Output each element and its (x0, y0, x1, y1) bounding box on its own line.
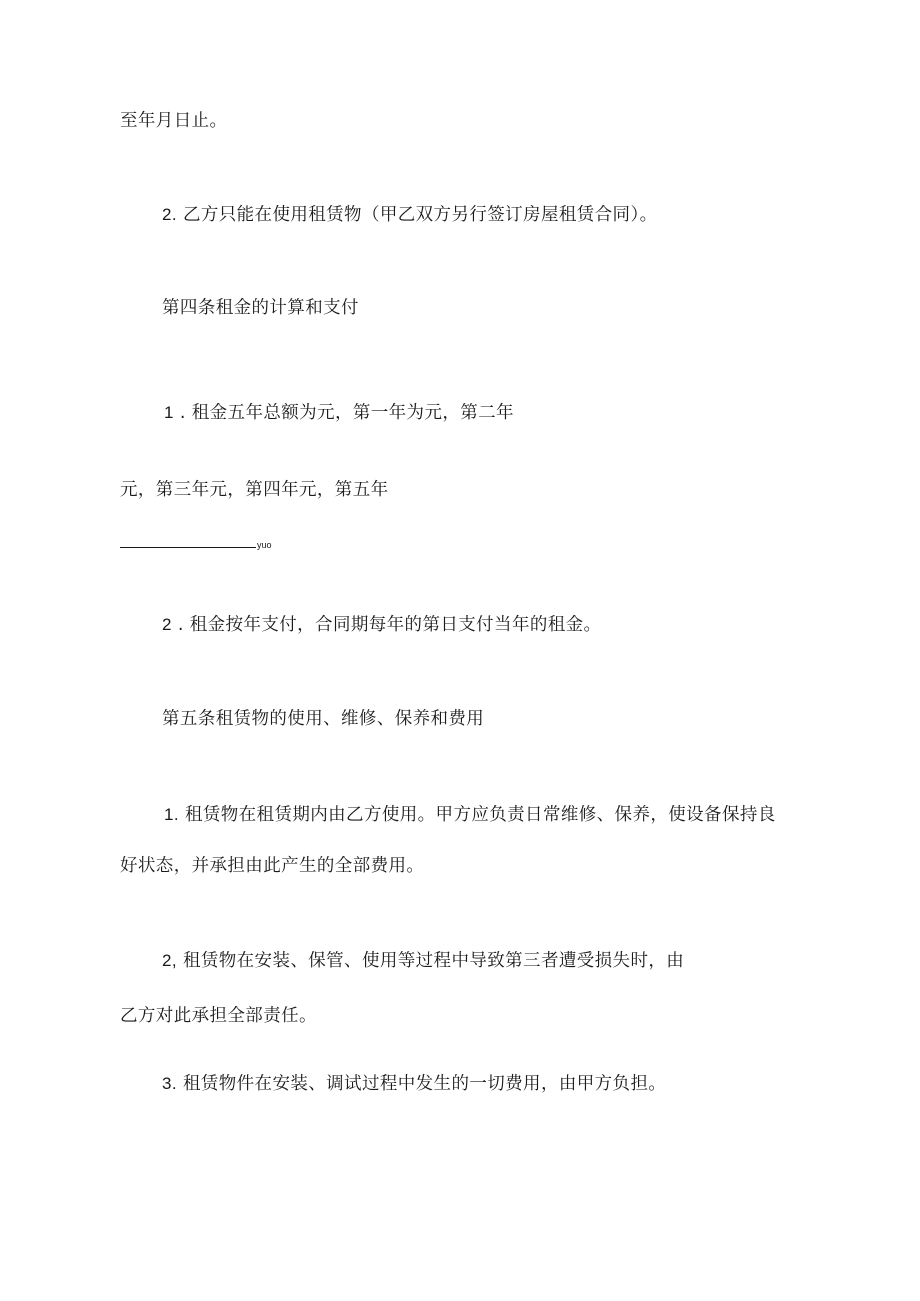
fill-in-blank (120, 537, 272, 551)
section-heading (162, 297, 359, 319)
clause-item (162, 204, 658, 226)
item-number: 1 (164, 403, 174, 422)
text-line (120, 479, 389, 501)
heading-text: 第五条租赁物的使用、维修、保养和费用 (162, 709, 485, 729)
item-number: 2, (162, 951, 177, 970)
item-number: 2. (162, 205, 177, 224)
item-number: 3. (162, 1074, 177, 1093)
item-number: 1. (164, 805, 179, 824)
line-text: 乙方对此承担全部责任。 (120, 1006, 317, 1026)
item-text: 乙方只能在使用租赁物（甲乙双方另行签订房屋租赁合同）。 (182, 205, 658, 225)
item-text: 租赁物件在安装、调试过程中发生的一切费用，由甲方负担。 (182, 1074, 667, 1094)
clause-item (164, 804, 776, 826)
line-text: 至年月日止。 (120, 111, 228, 131)
item-text: . 租金按年支付，合同期每年的第日支付当年的租金。 (177, 615, 602, 635)
heading-text: 第四条租金的计算和支付 (162, 298, 359, 318)
item-number: 2 (162, 615, 172, 634)
item-text: 租赁物在租赁期内由乙方使用。甲方应负责日常维修、保养，使设备保持良 (184, 805, 776, 825)
item-text: 租赁物在安装、保管、使用等过程中导致第三者遭受损失时，由 (182, 951, 685, 971)
blank-suffix: yuo (257, 540, 272, 550)
line-text: 好状态，并承担由此产生的全部费用。 (120, 856, 425, 876)
section-heading (162, 708, 484, 730)
clause-item (162, 1073, 666, 1095)
blank-underline (120, 547, 256, 548)
item-text: . 租金五年总额为元，第一年为元，第二年 (179, 403, 514, 423)
clause-item (162, 950, 684, 972)
clause-item (162, 614, 601, 636)
text-line (120, 110, 227, 132)
text-line (120, 855, 424, 877)
line-text: 元，第三年元，第四年元，第五年 (120, 480, 389, 500)
clause-item (164, 402, 514, 424)
text-line (120, 1005, 317, 1027)
